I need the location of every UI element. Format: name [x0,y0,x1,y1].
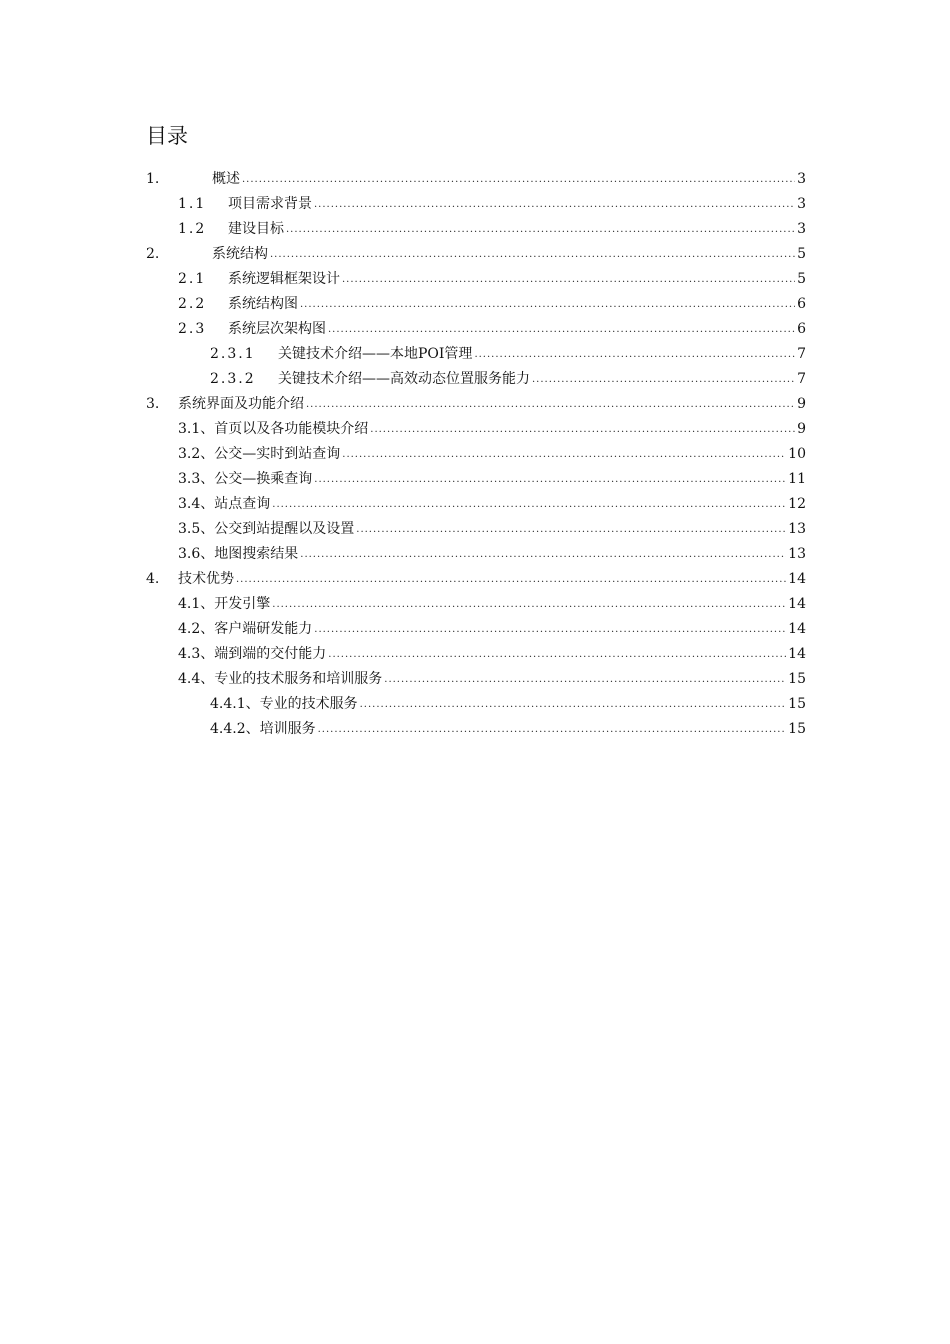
dot-leader [286,219,795,241]
dot-leader [314,619,786,641]
toc-entry[interactable] [178,268,806,290]
toc-entry-text: 概述 [212,171,240,187]
toc-entry[interactable] [178,218,806,240]
toc-entry[interactable] [210,693,806,715]
toc-entry[interactable] [210,368,806,390]
toc-entry-page: 11 [788,471,806,487]
toc-entry-text: 系统逻辑框架设计 [228,271,340,287]
toc-entry-text: 3.2、公交—实时到站查询 [178,446,341,462]
toc-entry-text: 4.3、端到端的交付能力 [178,646,327,662]
toc-entry-text: 项目需求背景 [228,196,312,212]
toc-entry[interactable] [178,493,806,515]
dot-leader [532,369,795,391]
dot-leader [270,244,795,266]
toc-entry-number: 2.3 [178,321,207,337]
toc-entry-text: 4.2、客户端研发能力 [178,621,313,637]
toc-entry[interactable] [178,443,806,465]
dot-leader [300,294,795,316]
toc-entry-number: 2.1 [178,271,207,287]
dot-leader [300,544,786,566]
toc-entry-page: 7 [797,346,806,362]
toc-entry[interactable] [146,568,806,590]
dot-leader [342,444,786,466]
toc-entry-page: 3 [797,196,806,212]
toc-entry-page: 14 [788,646,806,662]
toc-entry-text: 4.4.2、培训服务 [210,721,316,737]
toc-entry[interactable] [178,293,806,315]
toc-entry-page: 14 [788,571,806,587]
toc-entry[interactable] [146,393,806,415]
toc-entry-number: 2.2 [178,296,207,312]
toc-entry-page: 15 [788,671,806,687]
toc-entry[interactable] [178,593,806,615]
dot-leader [370,419,795,441]
dot-leader [314,469,786,491]
toc-entry-page: 15 [788,696,806,712]
toc-entry-page: 9 [797,396,806,412]
toc-entry[interactable] [178,668,806,690]
toc-entry-text: 技术优势 [178,571,234,587]
dot-leader [474,344,795,366]
toc-entry[interactable] [178,468,806,490]
toc-entry[interactable] [210,343,806,365]
toc-entry[interactable] [146,243,806,265]
toc-entry-text: 建设目标 [228,221,284,237]
toc-entry-page: 14 [788,621,806,637]
toc-entry-text: 系统结构 [212,246,268,262]
toc-entry[interactable] [146,168,806,190]
dot-leader [242,169,795,191]
toc-entry-page: 9 [797,421,806,437]
toc-entry-number: 1.1 [178,196,207,212]
dot-leader [328,644,786,666]
dot-leader [342,269,795,291]
toc-entry-text: 3.5、公交到站提醒以及设置 [178,521,355,537]
toc-entry-page: 5 [797,271,806,287]
toc-entry-page: 6 [797,296,806,312]
toc-entry-text: 关键技术介绍——本地POI管理 [278,346,473,362]
toc-entry-page: 15 [788,721,806,737]
dot-leader [272,594,786,616]
toc-entry-text: 4.1、开发引擎 [178,596,271,612]
toc-entry-text: 4.4、专业的技术服务和培训服务 [178,671,383,687]
toc-entry[interactable] [178,193,806,215]
toc-title: 目录 [146,124,188,148]
toc-entry-number: 1.2 [178,221,207,237]
toc-entry-number: 1. [146,171,160,187]
dot-leader [272,494,786,516]
toc-entry-number: 2. [146,246,160,262]
toc-entry-text: 3.4、站点查询 [178,496,271,512]
toc-entry-page: 6 [797,321,806,337]
dot-leader [356,519,786,541]
dot-leader [306,394,795,416]
toc-entry-page: 14 [788,596,806,612]
toc-entry-page: 5 [797,246,806,262]
toc-entry-text: 3.1、首页以及各功能模块介绍 [178,421,369,437]
toc-entry-page: 13 [788,521,806,537]
toc-entry-text: 系统层次架构图 [228,321,326,337]
toc-entry-number: 4. [146,571,160,587]
toc-entry-text: 4.4.1、专业的技术服务 [210,696,358,712]
toc-entry-text: 3.6、地图搜索结果 [178,546,299,562]
toc-entry[interactable] [178,518,806,540]
toc-entry[interactable] [178,543,806,565]
toc-entry-text: 关键技术介绍——高效动态位置服务能力 [278,371,530,387]
dot-leader [236,569,786,591]
toc-entry-page: 13 [788,546,806,562]
toc-entry-page: 12 [788,496,806,512]
dot-leader [318,719,787,741]
toc-entry-text: 系统界面及功能介绍 [178,396,304,412]
toc-entry-text: 3.3、公交—换乘查询 [178,471,313,487]
toc-entry-number: 3. [146,396,160,412]
toc-entry[interactable] [178,318,806,340]
toc-entry-page: 7 [797,371,806,387]
toc-entry[interactable] [210,718,806,740]
toc-entry[interactable] [178,418,806,440]
toc-entry[interactable] [178,643,806,665]
dot-leader [328,319,795,341]
dot-leader [360,694,787,716]
dot-leader [314,194,795,216]
dot-leader [384,669,786,691]
toc-entry-page: 10 [788,446,806,462]
toc-entry-page: 3 [797,171,806,187]
toc-entry-number: 2.3.1 [210,346,256,362]
toc-entry[interactable] [178,618,806,640]
toc-entry-number: 2.3.2 [210,371,256,387]
toc-entry-page: 3 [797,221,806,237]
toc-entry-text: 系统结构图 [228,296,298,312]
